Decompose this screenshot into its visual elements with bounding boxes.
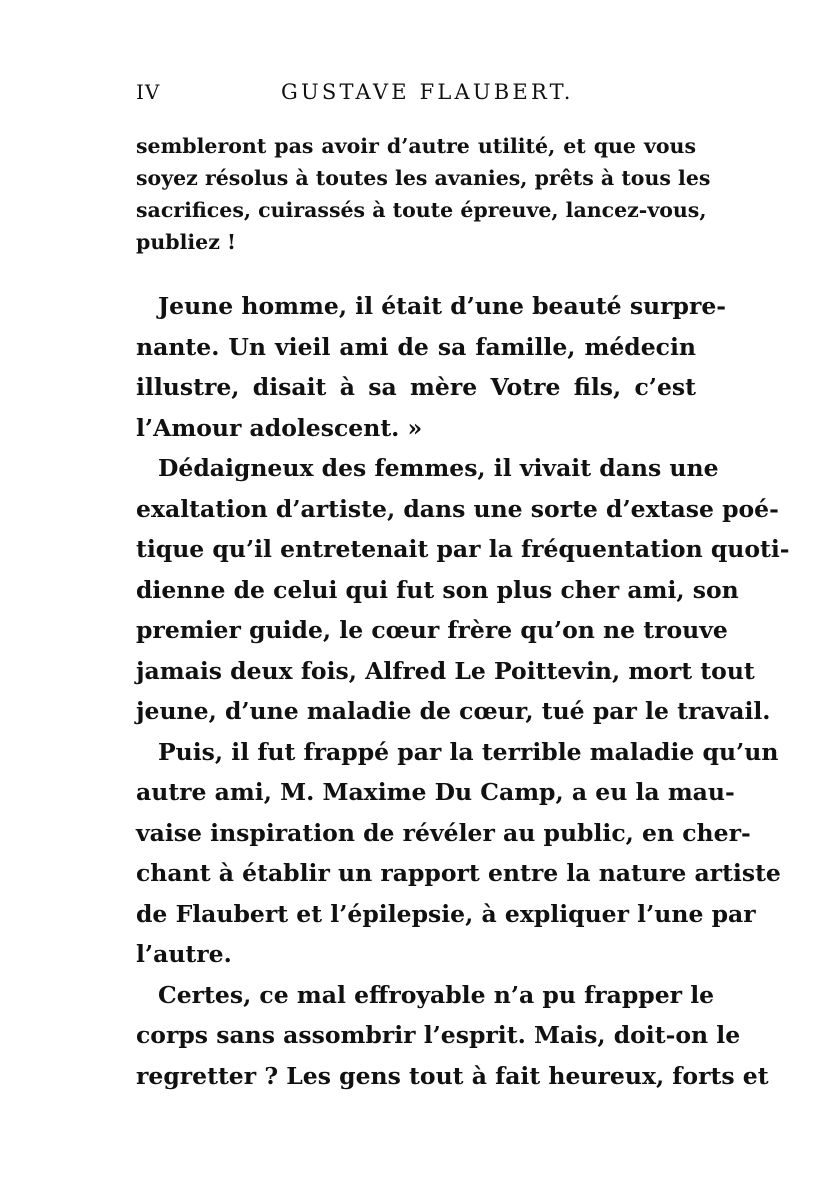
text-line: nante. Un vieil ami de sa famille, médecin	[136, 332, 696, 361]
text-line: vaise inspiration de révéler au public, en cher-	[136, 818, 751, 847]
main-text	[136, 286, 790, 1096]
text-line: soyez résolus à toutes les avanies, prêts à tous les	[136, 166, 711, 190]
text-line: jeune, d’une maladie de cœur, tué par le travail.	[136, 697, 771, 725]
paragraph	[136, 286, 727, 448]
paragraph-continuation	[136, 130, 711, 258]
text-line: Puis, il fut frappé par la terrible maladie qu’un	[158, 737, 779, 766]
text-line: publiez !	[136, 230, 236, 254]
text-line: de Flaubert et l’épilepsie, à expliquer l’une par	[136, 899, 756, 928]
text-line: dienne de celui qui fut son plus cher ami, son	[136, 575, 739, 604]
text-line: jamais deux fois, Alfred Le Poittevin, mort tout	[136, 656, 755, 685]
running-title: GUSTAVE FLAUBERT.	[281, 80, 574, 104]
text-line: tique qu’il entretenait par la fréquentation quoti-	[136, 535, 790, 563]
text-line: corps sans assombrir l’esprit. Mais, doit-on le	[136, 1021, 741, 1049]
text-line: Certes, ce mal effroyable n’a pu frapper le	[158, 980, 715, 1009]
text-line: sacrifices, cuirassés à toute épreuve, lancez-vous,	[136, 198, 707, 222]
text-line: chant à établir un rapport entre la nature artiste	[136, 859, 781, 887]
text-line: Jeune homme, il était d’une beauté surpre-	[158, 292, 727, 320]
running-head	[136, 80, 692, 110]
text-line: illustre, disait à sa mère Votre fils, c’est	[136, 373, 696, 401]
page-number: IV	[136, 80, 161, 104]
text-line: regretter ? Les gens tout à fait heureux, forts et	[136, 1061, 769, 1090]
paragraph	[136, 975, 769, 1097]
text-line: l’Amour adolescent. »	[136, 413, 423, 442]
paragraph	[136, 732, 781, 975]
text-line: exaltation d’artiste, dans une sorte d’extase poé-	[136, 494, 779, 523]
text-line: l’autre.	[136, 940, 232, 968]
paragraph	[136, 448, 790, 732]
text-line: sembleront pas avoir d’autre utilité, et que vous	[136, 134, 696, 158]
text-line: premier guide, le cœur frère qu’on ne trouve	[136, 616, 728, 644]
text-line: autre ami, M. Maxime Du Camp, a eu la mau-	[136, 778, 735, 806]
text-line: Dédaigneux des femmes, il vivait dans une	[158, 454, 719, 482]
